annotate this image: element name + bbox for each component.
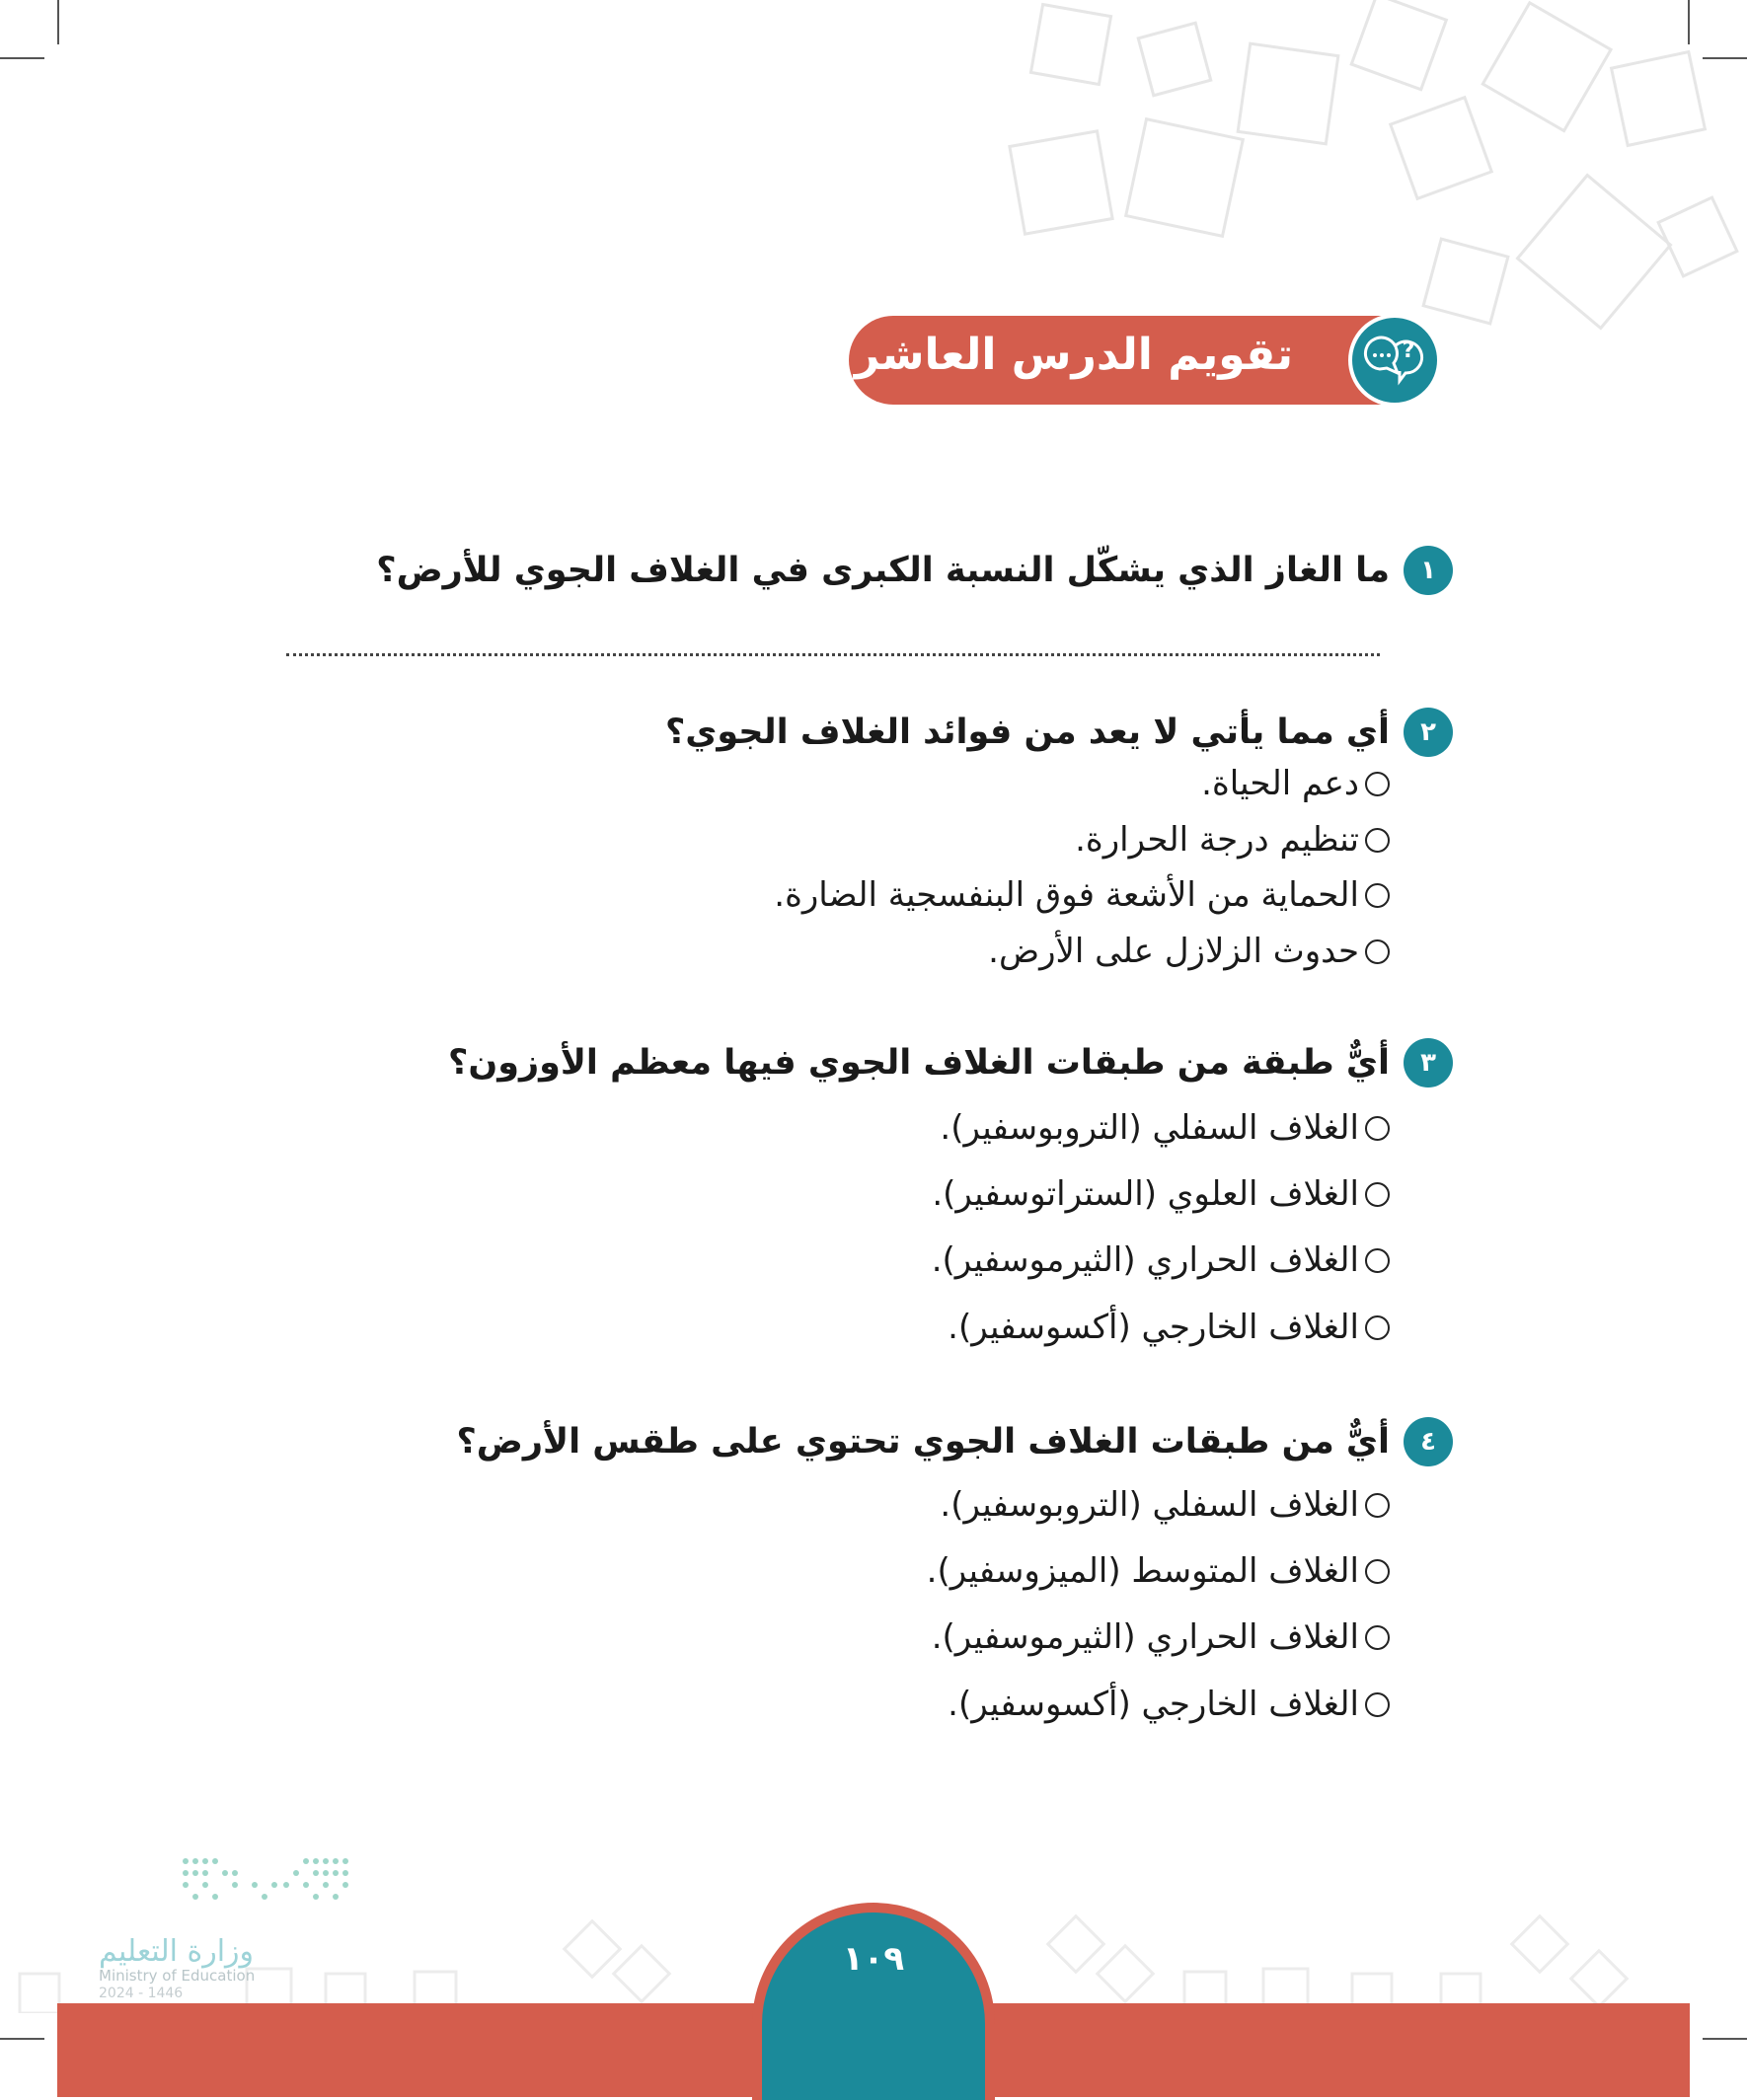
answer-option[interactable] [1201,759,1390,808]
question-number-badge: ٢ [1404,708,1453,757]
option-label: الحماية من الأشعة فوق البنفسجية الضارة. [774,875,1359,915]
option-label: حدوث الزلازل على الأرض. [988,932,1359,971]
question-2-text: أي مما يأتي لا يعد من فوائد الغلاف الجوي؟ [664,712,1390,752]
crop-mark [0,57,44,59]
option-label: تنظيم درجة الحرارة. [1075,820,1359,860]
question-number-badge: ٣ [1404,1038,1453,1088]
answer-option[interactable] [932,1612,1390,1662]
radio-circle-icon[interactable] [1365,883,1390,908]
radio-circle-icon[interactable] [1365,939,1390,964]
ministry-logo-year: 2024 - 1446 [99,1986,184,2001]
answer-option[interactable] [932,1169,1390,1219]
ministry-logo-arabic: وزارة التعليم [99,1934,255,1969]
radio-circle-icon[interactable] [1365,1493,1390,1518]
crop-mark [1703,2038,1747,2040]
answer-option[interactable] [948,1680,1390,1729]
answer-option[interactable] [1075,815,1390,864]
option-label: الغلاف المتوسط (الميزوسفير). [926,1551,1359,1591]
radio-circle-icon[interactable] [1365,772,1390,796]
option-label: الغلاف الحراري (الثيرموسفير). [931,1617,1359,1657]
option-label: الغلاف الخارجي (أكسوسفير). [948,1685,1359,1724]
decorative-pattern [987,0,1747,355]
ministry-logo-dots [178,1853,355,1912]
option-label: الغلاف العلوي (الستراتوسفير). [932,1174,1359,1214]
answer-line[interactable] [286,647,1380,656]
option-label: الغلاف السفلي (التروبوسفير). [940,1485,1359,1525]
answer-option[interactable] [940,1103,1390,1153]
banner-title: تقويم الدرس العاشر [854,330,1293,380]
radio-circle-icon[interactable] [1365,1625,1390,1650]
radio-circle-icon[interactable] [1365,1248,1390,1273]
option-label: الغلاف الخارجي (أكسوسفير). [948,1308,1359,1347]
answer-option[interactable] [932,1236,1390,1285]
ministry-logo-english: Ministry of Education [99,1967,256,1985]
radio-circle-icon[interactable] [1365,828,1390,853]
option-label: الغلاف السفلي (التروبوسفير). [940,1108,1359,1148]
svg-text:?: ? [1402,338,1415,363]
question-3-text: أيٌّ طبقة من طبقات الغلاف الجوي فيها معظم الأوزون؟ [448,1043,1390,1083]
answer-option[interactable] [774,870,1390,920]
answer-option[interactable] [927,1546,1390,1596]
page-number: ١٠٩ [842,1939,905,1979]
question-number-badge: ٤ [1404,1417,1453,1466]
answer-option[interactable] [940,1480,1390,1530]
question-number-badge: ١ [1404,546,1453,595]
lesson-evaluation-banner [849,314,1441,407]
crop-mark [0,2038,44,2040]
question-speech-icon [1348,314,1441,407]
option-label: الغلاف الحراري (الثيرموسفير). [931,1240,1359,1280]
question-4-text: أيٌّ من طبقات الغلاف الجوي تحتوي على طقس الأرض؟ [456,1422,1390,1462]
answer-option[interactable] [948,1303,1390,1352]
radio-circle-icon[interactable] [1365,1559,1390,1584]
question-1-text: ما الغاز الذي يشكّل النسبة الكبرى في الغلاف الجوي للأرض؟ [376,551,1390,590]
radio-circle-icon[interactable] [1365,1315,1390,1340]
option-label: دعم الحياة. [1201,764,1359,803]
radio-circle-icon[interactable] [1365,1182,1390,1207]
answer-option[interactable] [988,927,1390,976]
radio-circle-icon[interactable] [1365,1692,1390,1717]
crop-mark [57,0,59,44]
radio-circle-icon[interactable] [1365,1116,1390,1141]
